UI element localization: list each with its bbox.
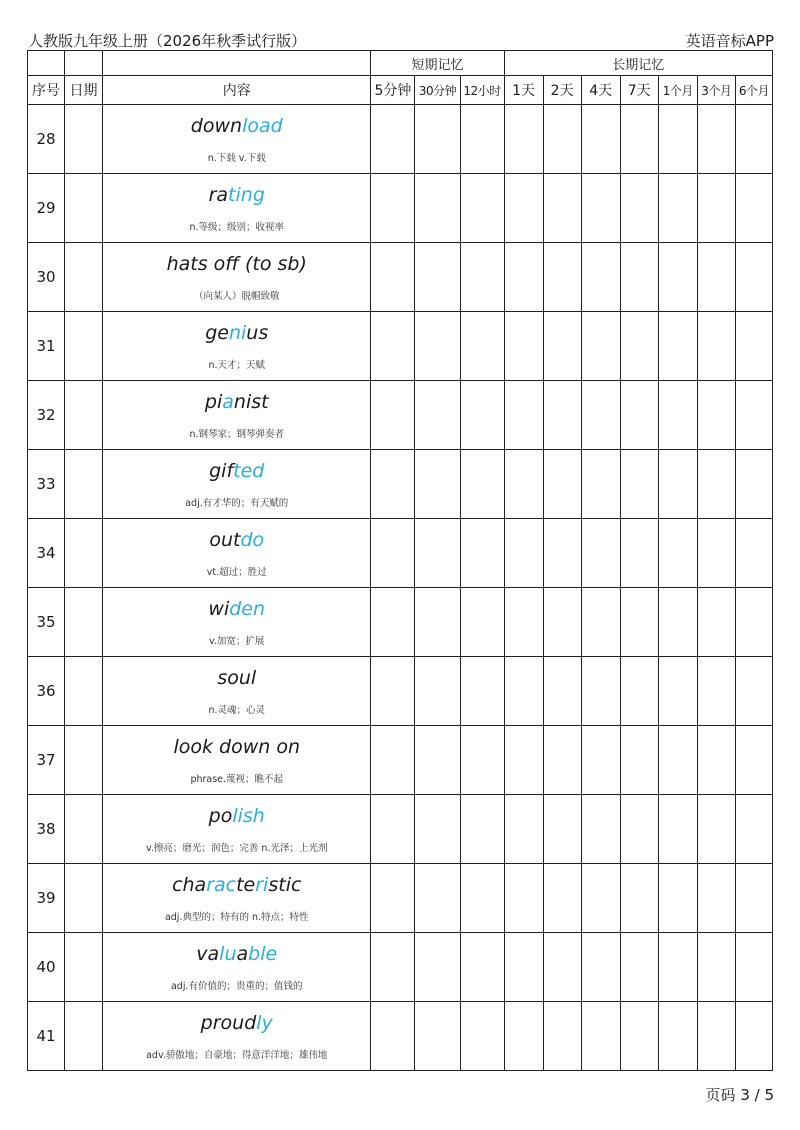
entry-number: 34 — [28, 519, 65, 588]
review-checkbox-cell — [504, 588, 543, 657]
review-checkbox-cell — [658, 933, 697, 1002]
review-checkbox-cell — [371, 519, 415, 588]
word — [103, 666, 370, 690]
review-checkbox-cell — [415, 174, 460, 243]
date-cell — [65, 933, 103, 1002]
review-checkbox-cell — [460, 864, 504, 933]
date-cell — [65, 105, 103, 174]
review-checkbox-cell — [658, 588, 697, 657]
date-cell — [65, 657, 103, 726]
review-checkbox-cell — [371, 243, 415, 312]
word-syllable-highlight: ting — [228, 184, 265, 206]
word-syllable-highlight: rac — [206, 874, 237, 896]
review-checkbox-cell — [371, 450, 415, 519]
review-checkbox-cell — [697, 795, 735, 864]
word-syllable: va — [196, 943, 220, 965]
entry-number: 40 — [28, 933, 65, 1002]
date-cell — [65, 588, 103, 657]
review-checkbox-cell — [697, 243, 735, 312]
header-row-columns — [28, 76, 773, 105]
col-header-interval: 12小时 — [460, 76, 504, 105]
review-checkbox-cell — [697, 519, 735, 588]
review-checkbox-cell — [543, 795, 581, 864]
col-header-date: 日期 — [65, 76, 103, 105]
review-checkbox-cell — [504, 1002, 543, 1071]
review-checkbox-cell — [543, 933, 581, 1002]
review-checkbox-cell — [735, 588, 772, 657]
review-checkbox-cell — [658, 450, 697, 519]
review-checkbox-cell — [620, 450, 658, 519]
header-blank-date — [65, 51, 103, 76]
col-header-interval: 2天 — [543, 76, 581, 105]
entry-number: 36 — [28, 657, 65, 726]
word-meaning: adj.有价值的；贵重的；值钱的 — [170, 981, 303, 992]
table-body — [28, 51, 773, 1071]
review-checkbox-cell — [658, 726, 697, 795]
table-row — [28, 243, 773, 312]
page-number: 页码 3 / 5 — [705, 1086, 774, 1104]
word-meaning: v.擦亮；磨光；润色；完善 n.光泽；上光剂 — [146, 843, 328, 854]
word-syllable-highlight: ted — [233, 460, 265, 482]
word — [103, 459, 370, 483]
review-checkbox-cell — [504, 864, 543, 933]
review-checkbox-cell — [735, 726, 772, 795]
word-meaning: phrase.蔑视；瞧不起 — [190, 774, 284, 785]
review-checkbox-cell — [735, 657, 772, 726]
date-cell — [65, 381, 103, 450]
table-row — [28, 519, 773, 588]
date-cell — [65, 1002, 103, 1071]
word — [103, 873, 370, 897]
entry-number: 33 — [28, 450, 65, 519]
review-checkbox-cell — [504, 933, 543, 1002]
word-syllable-highlight: load — [242, 115, 283, 137]
review-checkbox-cell — [697, 105, 735, 174]
word-meaning: v.加宽；扩展 — [209, 636, 265, 647]
review-checkbox-cell — [415, 657, 460, 726]
word — [103, 804, 370, 828]
entry-number: 30 — [28, 243, 65, 312]
review-checkbox-cell — [460, 450, 504, 519]
review-checkbox-cell — [697, 657, 735, 726]
review-checkbox-cell — [620, 588, 658, 657]
review-checkbox-cell — [460, 243, 504, 312]
review-checkbox-cell — [371, 795, 415, 864]
review-checkbox-cell — [620, 795, 658, 864]
review-checkbox-cell — [697, 588, 735, 657]
review-checkbox-cell — [504, 105, 543, 174]
review-checkbox-cell — [658, 174, 697, 243]
word-meaning: n.灵魂；心灵 — [208, 705, 266, 716]
content-cell — [103, 1002, 371, 1071]
review-checkbox-cell — [581, 1002, 620, 1071]
table-row — [28, 174, 773, 243]
review-checkbox-cell — [658, 312, 697, 381]
col-header-interval: 7天 — [620, 76, 658, 105]
word — [103, 390, 370, 414]
entry-number: 35 — [28, 588, 65, 657]
review-checkbox-cell — [581, 312, 620, 381]
review-checkbox-cell — [620, 933, 658, 1002]
review-checkbox-cell — [543, 105, 581, 174]
word-syllable: gif — [209, 460, 234, 482]
review-checkbox-cell — [581, 588, 620, 657]
review-checkbox-cell — [504, 174, 543, 243]
review-checkbox-cell — [371, 312, 415, 381]
review-checkbox-cell — [504, 795, 543, 864]
date-cell — [65, 312, 103, 381]
content-cell — [103, 726, 371, 795]
review-checkbox-cell — [543, 588, 581, 657]
review-checkbox-cell — [371, 588, 415, 657]
review-checkbox-cell — [371, 174, 415, 243]
review-checkbox-cell — [460, 1002, 504, 1071]
word-syllable: nist — [233, 391, 269, 413]
review-checkbox-cell — [415, 105, 460, 174]
word-syllable: po — [208, 805, 233, 827]
word-syllable-highlight: ly — [256, 1012, 273, 1034]
review-checkbox-cell — [620, 1002, 658, 1071]
review-checkbox-cell — [658, 105, 697, 174]
word-syllable-highlight: a — [222, 391, 234, 413]
col-header-interval: 6个月 — [735, 76, 772, 105]
word-syllable: wi — [208, 598, 230, 620]
word-meaning: n.等级；级别；收视率 — [189, 222, 285, 233]
word — [103, 735, 370, 759]
review-checkbox-cell — [697, 312, 735, 381]
word-meaning: adj.典型的；特有的 n.特点；特性 — [164, 912, 309, 923]
table-row — [28, 726, 773, 795]
review-checkbox-cell — [415, 243, 460, 312]
review-checkbox-cell — [697, 174, 735, 243]
table-row — [28, 933, 773, 1002]
review-checkbox-cell — [460, 588, 504, 657]
review-checkbox-cell — [543, 381, 581, 450]
review-checkbox-cell — [415, 588, 460, 657]
review-checkbox-cell — [620, 312, 658, 381]
word — [103, 942, 370, 966]
review-checkbox-cell — [543, 243, 581, 312]
review-checkbox-cell — [504, 243, 543, 312]
entry-number: 32 — [28, 381, 65, 450]
date-cell — [65, 243, 103, 312]
review-checkbox-cell — [371, 657, 415, 726]
review-checkbox-cell — [697, 726, 735, 795]
word-meaning: n.钢琴家；钢琴弹奏者 — [189, 429, 285, 440]
review-checkbox-cell — [620, 243, 658, 312]
header-blank-no — [28, 51, 65, 76]
content-cell — [103, 657, 371, 726]
review-checkbox-cell — [620, 657, 658, 726]
review-checkbox-cell — [581, 519, 620, 588]
col-header-interval: 30分钟 — [415, 76, 460, 105]
review-checkbox-cell — [658, 864, 697, 933]
review-checkbox-cell — [581, 174, 620, 243]
word-syllable: soul — [217, 667, 257, 689]
date-cell — [65, 795, 103, 864]
review-checkbox-cell — [735, 174, 772, 243]
review-checkbox-cell — [460, 312, 504, 381]
review-checkbox-cell — [581, 450, 620, 519]
review-checkbox-cell — [735, 519, 772, 588]
review-checkbox-cell — [543, 450, 581, 519]
content-cell — [103, 381, 371, 450]
group-long-term: 长期记忆 — [504, 51, 772, 76]
review-checkbox-cell — [658, 795, 697, 864]
word-syllable: ge — [205, 322, 229, 344]
review-checkbox-cell — [504, 312, 543, 381]
memory-table — [27, 50, 773, 1071]
review-checkbox-cell — [415, 381, 460, 450]
word-syllable-highlight: ni — [228, 322, 247, 344]
entry-number: 37 — [28, 726, 65, 795]
word-syllable-highlight: ri — [255, 874, 269, 896]
word-syllable: te — [236, 874, 256, 896]
word — [103, 252, 370, 276]
word-meaning: vt.超过；胜过 — [206, 567, 267, 578]
review-checkbox-cell — [735, 450, 772, 519]
review-checkbox-cell — [415, 1002, 460, 1071]
review-checkbox-cell — [460, 795, 504, 864]
review-checkbox-cell — [460, 519, 504, 588]
entry-number: 41 — [28, 1002, 65, 1071]
review-checkbox-cell — [543, 174, 581, 243]
review-checkbox-cell — [658, 381, 697, 450]
review-checkbox-cell — [504, 657, 543, 726]
review-checkbox-cell — [735, 312, 772, 381]
review-checkbox-cell — [415, 726, 460, 795]
review-checkbox-cell — [697, 864, 735, 933]
group-short-term: 短期记忆 — [371, 51, 504, 76]
review-checkbox-cell — [620, 174, 658, 243]
content-cell — [103, 312, 371, 381]
review-checkbox-cell — [504, 519, 543, 588]
word-syllable: out — [209, 529, 241, 551]
col-header-interval: 4天 — [581, 76, 620, 105]
review-checkbox-cell — [697, 381, 735, 450]
review-checkbox-cell — [735, 105, 772, 174]
review-checkbox-cell — [371, 864, 415, 933]
table-row — [28, 657, 773, 726]
content-cell — [103, 795, 371, 864]
review-checkbox-cell — [697, 450, 735, 519]
table-row — [28, 864, 773, 933]
review-checkbox-cell — [697, 1002, 735, 1071]
date-cell — [65, 174, 103, 243]
app-name: 英语音标APP — [685, 32, 774, 50]
review-checkbox-cell — [581, 243, 620, 312]
content-cell — [103, 864, 371, 933]
word-syllable: stic — [268, 874, 302, 896]
review-checkbox-cell — [460, 657, 504, 726]
review-checkbox-cell — [735, 1002, 772, 1071]
word-syllable-highlight: den — [229, 598, 266, 620]
review-checkbox-cell — [415, 519, 460, 588]
review-checkbox-cell — [415, 864, 460, 933]
col-header-interval: 1天 — [504, 76, 543, 105]
review-checkbox-cell — [620, 726, 658, 795]
word-syllable: hats off (to sb) — [166, 253, 307, 275]
header-blank-content — [103, 51, 371, 76]
review-checkbox-cell — [735, 795, 772, 864]
table-row — [28, 795, 773, 864]
table-row — [28, 588, 773, 657]
review-checkbox-cell — [735, 381, 772, 450]
review-checkbox-cell — [460, 105, 504, 174]
content-cell — [103, 933, 371, 1002]
word-syllable: a — [236, 943, 249, 965]
review-checkbox-cell — [371, 1002, 415, 1071]
table-row — [28, 312, 773, 381]
word — [103, 528, 370, 552]
word — [103, 183, 370, 207]
review-checkbox-cell — [371, 105, 415, 174]
review-checkbox-cell — [415, 795, 460, 864]
review-checkbox-cell — [371, 381, 415, 450]
col-header-interval: 1个月 — [658, 76, 697, 105]
date-cell — [65, 519, 103, 588]
word — [103, 1011, 370, 1035]
review-checkbox-cell — [543, 519, 581, 588]
review-checkbox-cell — [460, 381, 504, 450]
review-checkbox-cell — [581, 726, 620, 795]
word-meaning: adj.有才华的；有天赋的 — [185, 498, 289, 509]
date-cell — [65, 450, 103, 519]
review-checkbox-cell — [581, 381, 620, 450]
review-checkbox-cell — [460, 174, 504, 243]
word-syllable-highlight: ble — [248, 943, 278, 965]
col-header-no: 序号 — [28, 76, 65, 105]
header-row-groups — [28, 51, 773, 76]
date-cell — [65, 726, 103, 795]
review-checkbox-cell — [658, 1002, 697, 1071]
content-cell — [103, 105, 371, 174]
review-checkbox-cell — [543, 726, 581, 795]
word-meaning: （向某人）脱帽致敬 — [193, 291, 280, 302]
review-checkbox-cell — [415, 933, 460, 1002]
review-checkbox-cell — [504, 726, 543, 795]
word-syllable-highlight: do — [240, 529, 265, 551]
entry-number: 39 — [28, 864, 65, 933]
entry-number: 28 — [28, 105, 65, 174]
word-syllable: proud — [200, 1012, 257, 1034]
content-cell — [103, 519, 371, 588]
entry-number: 31 — [28, 312, 65, 381]
table-row — [28, 1002, 773, 1071]
word-meaning: n.天才；天赋 — [208, 360, 266, 371]
date-cell — [65, 864, 103, 933]
review-checkbox-cell — [697, 933, 735, 1002]
word-meaning: n.下载 v.下载 — [207, 153, 266, 164]
review-checkbox-cell — [620, 105, 658, 174]
review-checkbox-cell — [581, 933, 620, 1002]
col-header-content: 内容 — [103, 76, 371, 105]
content-cell — [103, 450, 371, 519]
word-syllable: cha — [172, 874, 207, 896]
col-header-interval: 3个月 — [697, 76, 735, 105]
review-checkbox-cell — [620, 864, 658, 933]
table-row — [28, 381, 773, 450]
review-checkbox-cell — [543, 864, 581, 933]
word-syllable-highlight: lu — [219, 943, 237, 965]
col-header-interval: 5分钟 — [371, 76, 415, 105]
word-syllable: down — [190, 115, 243, 137]
review-checkbox-cell — [735, 243, 772, 312]
word-syllable-highlight: lish — [232, 805, 265, 827]
word-syllable: us — [246, 322, 269, 344]
content-cell — [103, 174, 371, 243]
word — [103, 114, 370, 138]
review-checkbox-cell — [543, 657, 581, 726]
entry-number: 38 — [28, 795, 65, 864]
word — [103, 321, 370, 345]
review-checkbox-cell — [504, 381, 543, 450]
review-checkbox-cell — [620, 381, 658, 450]
entry-number: 29 — [28, 174, 65, 243]
review-checkbox-cell — [371, 933, 415, 1002]
content-cell — [103, 243, 371, 312]
review-checkbox-cell — [658, 657, 697, 726]
word-meaning: adv.骄傲地；自豪地；得意洋洋地；雄伟地 — [146, 1050, 328, 1061]
review-checkbox-cell — [581, 795, 620, 864]
review-checkbox-cell — [460, 933, 504, 1002]
table-row — [28, 105, 773, 174]
review-checkbox-cell — [581, 657, 620, 726]
word-syllable: pi — [204, 391, 223, 413]
review-checkbox-cell — [504, 450, 543, 519]
table-row — [28, 450, 773, 519]
word — [103, 597, 370, 621]
review-checkbox-cell — [371, 726, 415, 795]
review-checkbox-cell — [543, 1002, 581, 1071]
review-checkbox-cell — [735, 864, 772, 933]
review-checkbox-cell — [415, 450, 460, 519]
review-checkbox-cell — [581, 105, 620, 174]
word-syllable: look down on — [173, 736, 301, 758]
review-checkbox-cell — [415, 312, 460, 381]
content-cell — [103, 588, 371, 657]
review-checkbox-cell — [460, 726, 504, 795]
review-checkbox-cell — [620, 519, 658, 588]
document-title: 人教版九年级上册（2026年秋季试行版） — [28, 32, 307, 50]
review-checkbox-cell — [658, 243, 697, 312]
word-syllable: ra — [208, 184, 229, 206]
review-checkbox-cell — [658, 519, 697, 588]
review-checkbox-cell — [543, 312, 581, 381]
review-checkbox-cell — [581, 864, 620, 933]
review-checkbox-cell — [735, 933, 772, 1002]
